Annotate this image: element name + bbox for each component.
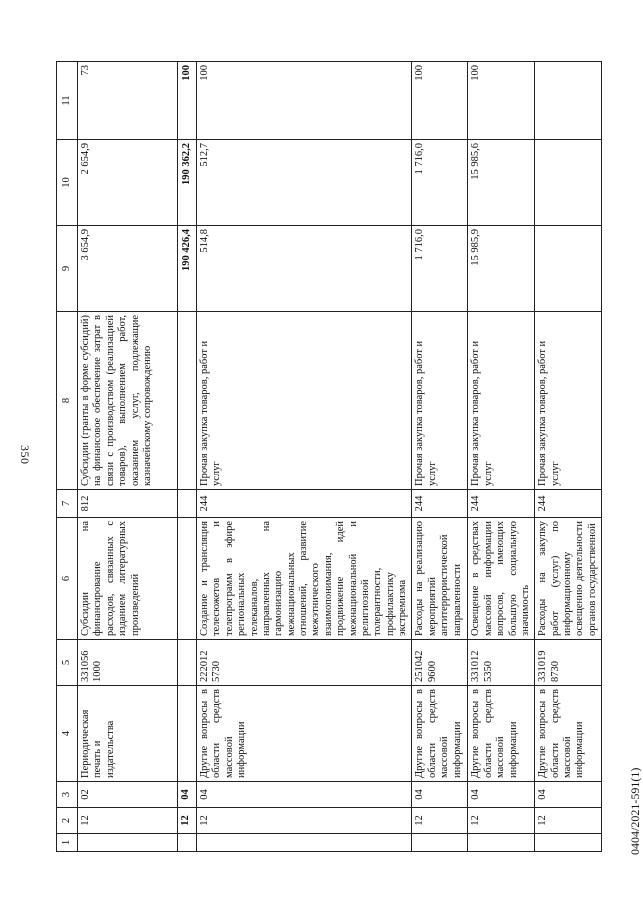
document-code: 0404/2021-591(1) xyxy=(628,767,642,855)
cell-c5: 251042 9600 xyxy=(412,640,468,686)
col-header-4: 4 xyxy=(57,686,78,782)
cell-c4: Периодическая печать и издательства xyxy=(78,686,178,782)
cell-c7: 244 xyxy=(468,490,535,518)
cell-c7: 812 xyxy=(78,490,178,518)
cell-c3: 04 xyxy=(535,782,602,808)
cell-c7: 244 xyxy=(197,490,412,518)
cell-c10 xyxy=(535,140,602,226)
cell-c5: 222012 5730 xyxy=(197,640,412,686)
cell-c2: 12 xyxy=(468,808,535,834)
rotated-table-wrapper xyxy=(56,62,598,852)
col-header-11: 11 xyxy=(57,62,78,140)
table-row xyxy=(468,62,535,852)
cell-c4: Другие вопросы в области средств массовой информации xyxy=(197,686,412,782)
cell-c8: Прочая закупка товаров, работ и услуг xyxy=(197,312,412,490)
page-number: 350 xyxy=(18,445,32,465)
table-row xyxy=(197,62,412,852)
cell-c11 xyxy=(535,62,602,140)
cell-c2: 12 xyxy=(535,808,602,834)
cell-c9: 1 716,0 xyxy=(412,226,468,312)
cell-c6: Создание и трансляция телесюжетов и телепрограмм в эфире региональных телеканалов, направленных на гармонизацию межнациональных отношений, развитие межэтнического взаимопонимания, продвижение идей межнациональной и религиозной толерантности, профилактику экстремизма xyxy=(197,518,412,640)
cell-c8: Прочая закупка товаров, работ и услуг xyxy=(468,312,535,490)
header-row xyxy=(57,62,78,852)
cell-c6: Расходы на закупку работ (услуг) по информационному освещению деятельности органов государственной xyxy=(535,518,602,640)
cell-c7: 244 xyxy=(412,490,468,518)
cell-c1 xyxy=(197,834,412,852)
col-header-1: 1 xyxy=(57,834,78,852)
cell-c5: 331056 1000 xyxy=(78,640,178,686)
table-row xyxy=(535,62,602,852)
cell-c10: 2 654,9 xyxy=(78,140,178,226)
cell-c4 xyxy=(178,686,197,782)
cell-c7 xyxy=(178,490,197,518)
cell-c3: 04 xyxy=(468,782,535,808)
table-row-total xyxy=(178,62,197,852)
col-header-7: 7 xyxy=(57,490,78,518)
cell-c1 xyxy=(412,834,468,852)
cell-c2: 12 xyxy=(178,808,197,834)
cell-c11: 73 xyxy=(78,62,178,140)
cell-c10: 1 716,0 xyxy=(412,140,468,226)
col-header-6: 6 xyxy=(57,518,78,640)
budget-table xyxy=(56,61,602,852)
cell-c8 xyxy=(178,312,197,490)
cell-c1 xyxy=(178,834,197,852)
cell-c1 xyxy=(78,834,178,852)
cell-c6: Освещение в средствах массовой информации вопросов, имеющих большую социальную значимость xyxy=(468,518,535,640)
cell-c2: 12 xyxy=(78,808,178,834)
cell-c1 xyxy=(468,834,535,852)
cell-c3: 04 xyxy=(197,782,412,808)
cell-c10: 190 362,2 xyxy=(178,140,197,226)
cell-c5 xyxy=(178,640,197,686)
cell-c11: 100 xyxy=(178,62,197,140)
cell-c6: Субсидии на финансирование расходов, связанных с изданием литературных произведений xyxy=(78,518,178,640)
cell-c5: 331012 5350 xyxy=(468,640,535,686)
col-header-5: 5 xyxy=(57,640,78,686)
cell-c4: Другие вопросы в области средств массовой информации xyxy=(412,686,468,782)
cell-c8: Прочая закупка товаров, работ и услуг xyxy=(535,312,602,490)
cell-c2: 12 xyxy=(197,808,412,834)
cell-c9: 514,8 xyxy=(197,226,412,312)
cell-c2: 12 xyxy=(412,808,468,834)
cell-c9: 190 426,4 xyxy=(178,226,197,312)
cell-c1 xyxy=(535,834,602,852)
cell-c4: Другие вопросы в области средств массовой информации xyxy=(468,686,535,782)
cell-c3: 02 xyxy=(78,782,178,808)
cell-c10: 15 985,6 xyxy=(468,140,535,226)
col-header-3: 3 xyxy=(57,782,78,808)
col-header-9: 9 xyxy=(57,226,78,312)
cell-c10: 512,7 xyxy=(197,140,412,226)
cell-c11: 100 xyxy=(197,62,412,140)
cell-c8: Субсидии (гранты в форме субсидий) на финансовое обеспечение затрат в связи с производством (реализацией товаров), выполнением работ, оказанием услуг, подлежащие казначейскому сопровождению xyxy=(78,312,178,490)
cell-c6: Расходы на реализацию мероприятий антитеррористической направленности xyxy=(412,518,468,640)
cell-c3: 04 xyxy=(412,782,468,808)
cell-c11: 100 xyxy=(412,62,468,140)
cell-c9 xyxy=(535,226,602,312)
table-row xyxy=(78,62,178,852)
cell-c8: Прочая закупка товаров, работ и услуг xyxy=(412,312,468,490)
cell-c6 xyxy=(178,518,197,640)
col-header-8: 8 xyxy=(57,312,78,490)
cell-c9: 3 654,9 xyxy=(78,226,178,312)
cell-c11: 100 xyxy=(468,62,535,140)
cell-c4: Другие вопросы в области средств массовой информации xyxy=(535,686,602,782)
col-header-10: 10 xyxy=(57,140,78,226)
cell-c9: 15 985,9 xyxy=(468,226,535,312)
cell-c3: 04 xyxy=(178,782,197,808)
cell-c7: 244 xyxy=(535,490,602,518)
col-header-2: 2 xyxy=(57,808,78,834)
cell-c5: 331019 8730 xyxy=(535,640,602,686)
table-row xyxy=(412,62,468,852)
